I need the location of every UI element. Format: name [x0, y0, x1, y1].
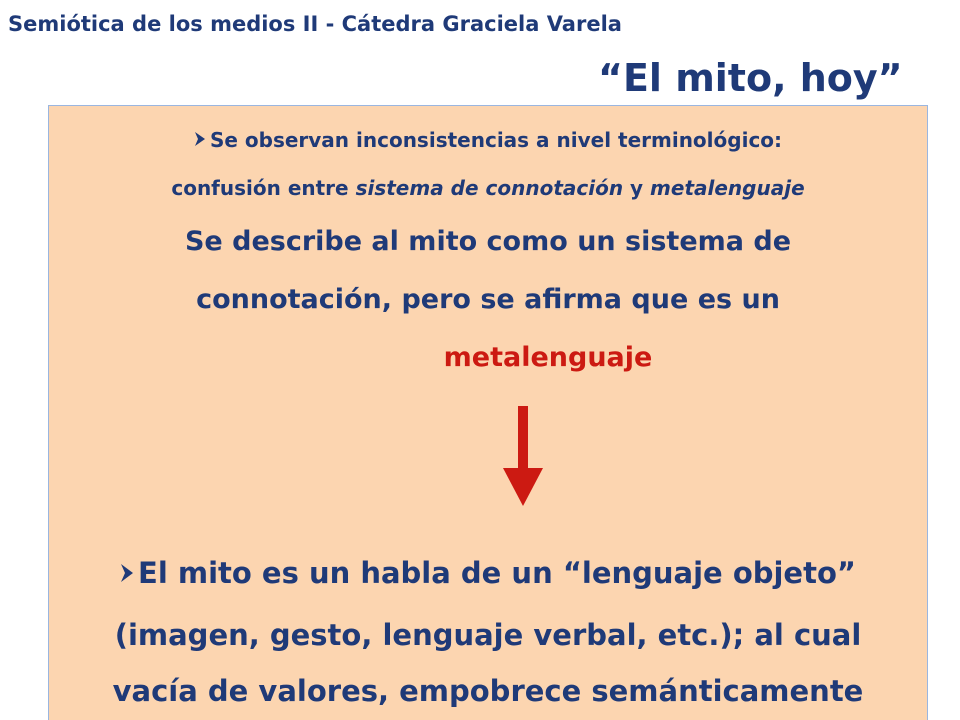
bullet-1-text: Se observan inconsistencias a nivel terminológico: [209, 128, 783, 152]
bullet-1-conjunction: y [623, 176, 651, 200]
bullet-1-line-1 [49, 128, 927, 152]
content-box [48, 105, 928, 720]
bullet-2-text: El mito es un habla de un “lenguaje objeto” [138, 556, 856, 590]
arrow-down-icon [501, 406, 545, 512]
bullet-arrow-icon [120, 556, 134, 590]
statement-line-2: connotación, pero se afirma que es un [196, 284, 780, 315]
bullet-2-line-2: (imagen, gesto, lenguaje verbal, etc.); al cual [114, 618, 862, 652]
bullet-arrow-icon [194, 128, 206, 152]
course-header: Semiótica de los medios II - Cátedra Graciela Varela [8, 12, 622, 36]
statement-line-3: metalenguaje [443, 342, 653, 373]
term-connotation-system: sistema de connotación [355, 176, 624, 200]
statement-line-1: Se describe al mito como un sistema de [184, 226, 792, 257]
bullet-1-line-2 [49, 176, 927, 200]
bullet-2-line-1 [49, 556, 927, 590]
term-metalanguage: metalenguaje [650, 176, 805, 200]
bullet-1-prefix: confusión entre [171, 176, 356, 200]
slide-title: “El mito, hoy” [598, 56, 903, 100]
bullet-2-line-3: vacía de valores, empobrece semánticamente [112, 674, 864, 708]
